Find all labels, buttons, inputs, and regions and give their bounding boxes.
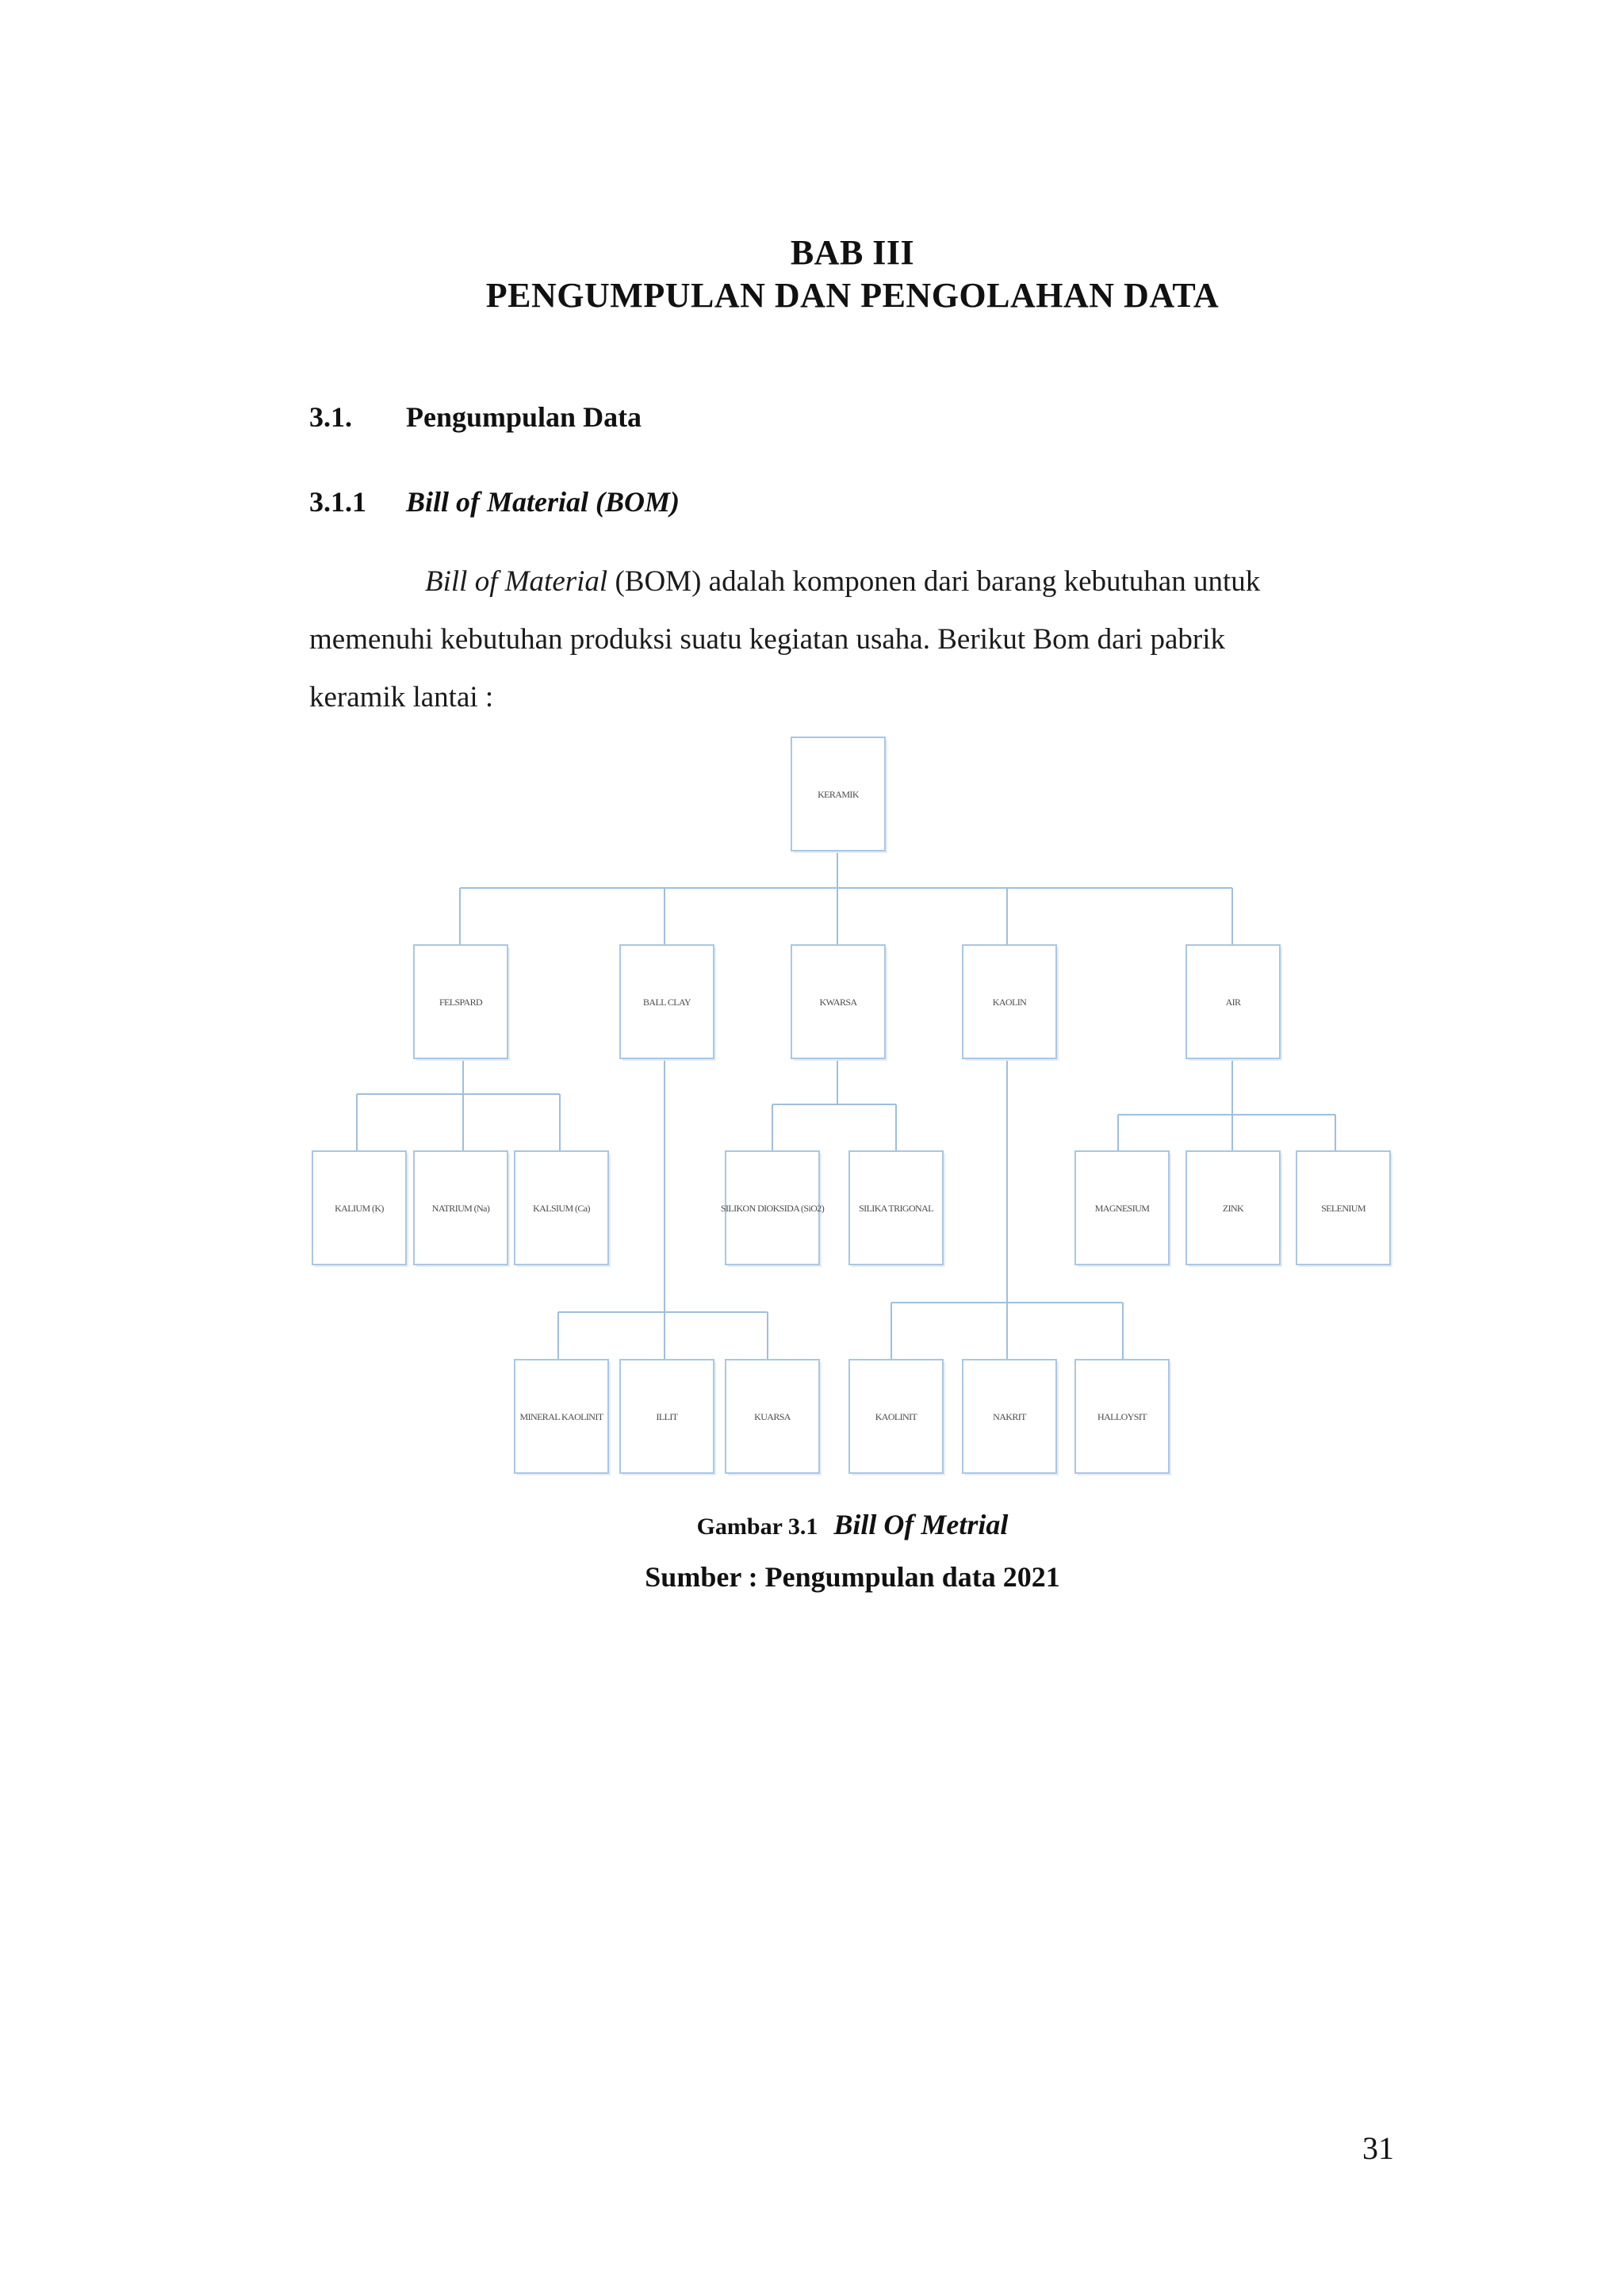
bom-node-kaolinit [849, 1360, 945, 1475]
figure-caption [0, 1508, 1624, 1541]
node-label: KALIUM (K) [335, 1203, 384, 1214]
node-label: KUARSA [754, 1411, 791, 1422]
bom-node-kwarsa [791, 945, 887, 1061]
chapter-label: BAB III [790, 233, 915, 272]
node-label: SELENIUM [1321, 1203, 1365, 1214]
paragraph-text: (BOM) adalah komponen dari barang kebutuhan untuk [607, 565, 1261, 598]
bom-node-halloysit [1075, 1360, 1171, 1475]
chapter-title: PENGUMPULAN DAN PENGOLAHAN DATA [485, 276, 1220, 315]
node-label: MINERAL KAOLINIT [519, 1411, 603, 1422]
node-label: KALSIUM (Ca) [533, 1203, 590, 1214]
bom-node-air [1186, 945, 1282, 1061]
node-label: NATRIUM (Na) [431, 1203, 490, 1214]
bom-node-zink [1186, 1151, 1282, 1267]
bom-node-kalium [312, 1151, 408, 1267]
bom-node-felspard [414, 945, 510, 1061]
bom-node-ball-clay [620, 945, 716, 1061]
paragraph-line-2: memenuhi kebutuhan produksi suatu kegiatan usaha. Berikut Bom dari pabrik [309, 623, 1225, 656]
section-title: Bill of Material (BOM) [406, 486, 680, 518]
node-label: AIR [1225, 997, 1241, 1008]
bom-node-kaolin [963, 945, 1059, 1061]
bom-node-root [791, 737, 887, 853]
bom-node-magnesium [1075, 1151, 1171, 1267]
section-number: 3.1.1 [309, 486, 366, 518]
node-label: KWARSA [819, 997, 857, 1008]
node-label: BALL CLAY [642, 997, 691, 1008]
italic-term: Bill of Material [425, 565, 608, 598]
bom-node-nakrit [963, 1360, 1059, 1475]
bom-node-silikon-dioksida [721, 1151, 825, 1267]
node-label: KAOLIN [992, 997, 1027, 1008]
section-title: Pengumpulan Data [406, 401, 642, 433]
figure-source: Sumber : Pengumpulan data 2021 [645, 1561, 1060, 1593]
connector-lines [357, 851, 1335, 1360]
bom-node-illit [620, 1360, 716, 1475]
bom-node-kalsium [515, 1151, 611, 1267]
node-label: SILIKON DIOKSIDA (SiO2) [720, 1203, 825, 1214]
paragraph-line-3: keramik lantai : [309, 681, 494, 714]
bom-node-natrium [414, 1151, 510, 1267]
section-number: 3.1. [309, 401, 352, 433]
caption-title: Bill Of Metrial [833, 1509, 1009, 1540]
node-label: KAOLINIT [875, 1411, 917, 1422]
page-number: 31 [1362, 2130, 1394, 2166]
node-label: ILLIT [656, 1411, 678, 1422]
node-label: HALLOYSIT [1097, 1411, 1147, 1422]
bom-node-selenium [1297, 1151, 1392, 1267]
node-label: SILIKA TRIGONAL [859, 1203, 933, 1214]
bom-node-kuarsa [726, 1360, 822, 1475]
node-label: FELSPARD [439, 997, 483, 1008]
caption-label: Gambar 3.1 [696, 1513, 818, 1540]
bom-node-mineral-kaolinit [515, 1360, 611, 1475]
node-label: NAKRIT [993, 1411, 1026, 1422]
bom-node-silika-trigonal [849, 1151, 945, 1267]
node-label: MAGNESIUM [1094, 1203, 1150, 1214]
node-label: ZINK [1222, 1203, 1244, 1214]
node-label: KERAMIK [818, 789, 859, 800]
